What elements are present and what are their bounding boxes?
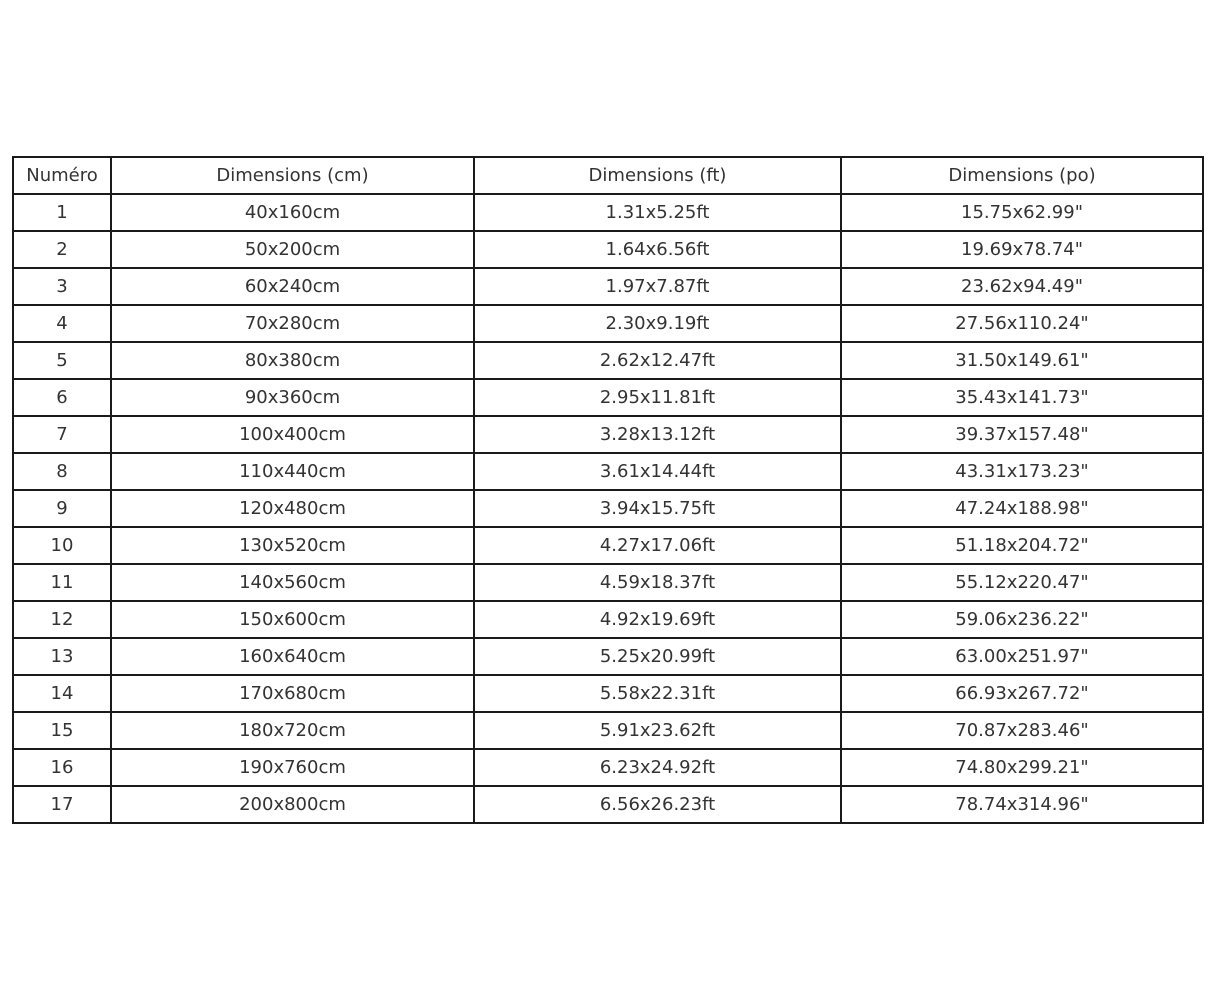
table-cell-numero: 4 bbox=[13, 305, 111, 342]
table-cell-cm: 190x760cm bbox=[111, 749, 474, 786]
table-cell-numero: 10 bbox=[13, 527, 111, 564]
table-row bbox=[13, 379, 1203, 416]
table-cell-po: 15.75x62.99" bbox=[841, 194, 1203, 231]
column-header-numero: Numéro bbox=[13, 157, 111, 194]
table-cell-numero: 15 bbox=[13, 712, 111, 749]
table-row bbox=[13, 453, 1203, 490]
table-cell-cm: 50x200cm bbox=[111, 231, 474, 268]
table-cell-cm: 80x380cm bbox=[111, 342, 474, 379]
table-cell-numero: 3 bbox=[13, 268, 111, 305]
table-row bbox=[13, 675, 1203, 712]
table-cell-ft: 3.94x15.75ft bbox=[474, 490, 841, 527]
dimensions-table bbox=[12, 156, 1204, 824]
table-row bbox=[13, 601, 1203, 638]
table-cell-ft: 2.62x12.47ft bbox=[474, 342, 841, 379]
table-cell-cm: 160x640cm bbox=[111, 638, 474, 675]
table-cell-po: 59.06x236.22" bbox=[841, 601, 1203, 638]
table-cell-ft: 3.61x14.44ft bbox=[474, 453, 841, 490]
table-cell-ft: 5.58x22.31ft bbox=[474, 675, 841, 712]
table-cell-cm: 170x680cm bbox=[111, 675, 474, 712]
table-cell-ft: 4.92x19.69ft bbox=[474, 601, 841, 638]
table-cell-po: 74.80x299.21" bbox=[841, 749, 1203, 786]
table-row bbox=[13, 786, 1203, 823]
table-cell-cm: 140x560cm bbox=[111, 564, 474, 601]
table-cell-numero: 16 bbox=[13, 749, 111, 786]
table-row bbox=[13, 749, 1203, 786]
table-cell-cm: 110x440cm bbox=[111, 453, 474, 490]
table-cell-cm: 90x360cm bbox=[111, 379, 474, 416]
table-row bbox=[13, 490, 1203, 527]
table-cell-po: 43.31x173.23" bbox=[841, 453, 1203, 490]
table-cell-ft: 5.25x20.99ft bbox=[474, 638, 841, 675]
table-cell-po: 39.37x157.48" bbox=[841, 416, 1203, 453]
table-cell-ft: 1.31x5.25ft bbox=[474, 194, 841, 231]
table-cell-cm: 150x600cm bbox=[111, 601, 474, 638]
table-cell-cm: 200x800cm bbox=[111, 786, 474, 823]
table-cell-ft: 1.97x7.87ft bbox=[474, 268, 841, 305]
table-cell-po: 35.43x141.73" bbox=[841, 379, 1203, 416]
table-row bbox=[13, 268, 1203, 305]
table-cell-po: 51.18x204.72" bbox=[841, 527, 1203, 564]
table-cell-cm: 70x280cm bbox=[111, 305, 474, 342]
table-cell-ft: 4.27x17.06ft bbox=[474, 527, 841, 564]
table-cell-ft: 6.56x26.23ft bbox=[474, 786, 841, 823]
table-cell-po: 55.12x220.47" bbox=[841, 564, 1203, 601]
table-cell-cm: 100x400cm bbox=[111, 416, 474, 453]
table-cell-numero: 7 bbox=[13, 416, 111, 453]
table-cell-numero: 5 bbox=[13, 342, 111, 379]
table-cell-cm: 180x720cm bbox=[111, 712, 474, 749]
table-cell-po: 27.56x110.24" bbox=[841, 305, 1203, 342]
table-cell-po: 47.24x188.98" bbox=[841, 490, 1203, 527]
table-cell-po: 23.62x94.49" bbox=[841, 268, 1203, 305]
table-cell-po: 78.74x314.96" bbox=[841, 786, 1203, 823]
table-cell-numero: 11 bbox=[13, 564, 111, 601]
table-cell-cm: 60x240cm bbox=[111, 268, 474, 305]
table-cell-numero: 13 bbox=[13, 638, 111, 675]
table-cell-ft: 5.91x23.62ft bbox=[474, 712, 841, 749]
table-cell-numero: 8 bbox=[13, 453, 111, 490]
table-cell-numero: 1 bbox=[13, 194, 111, 231]
table-cell-numero: 12 bbox=[13, 601, 111, 638]
table-cell-po: 70.87x283.46" bbox=[841, 712, 1203, 749]
table-row bbox=[13, 527, 1203, 564]
table-row bbox=[13, 342, 1203, 379]
table-cell-ft: 2.95x11.81ft bbox=[474, 379, 841, 416]
column-header-dimensions-ft: Dimensions (ft) bbox=[474, 157, 841, 194]
table-header-row bbox=[13, 157, 1203, 194]
table-row bbox=[13, 712, 1203, 749]
table-cell-po: 19.69x78.74" bbox=[841, 231, 1203, 268]
table-header bbox=[13, 157, 1203, 194]
table-cell-cm: 120x480cm bbox=[111, 490, 474, 527]
table-row bbox=[13, 564, 1203, 601]
table-cell-ft: 4.59x18.37ft bbox=[474, 564, 841, 601]
table-row bbox=[13, 231, 1203, 268]
column-header-dimensions-cm: Dimensions (cm) bbox=[111, 157, 474, 194]
table-cell-numero: 2 bbox=[13, 231, 111, 268]
table-row bbox=[13, 194, 1203, 231]
table-cell-numero: 17 bbox=[13, 786, 111, 823]
table-cell-ft: 1.64x6.56ft bbox=[474, 231, 841, 268]
table-cell-ft: 6.23x24.92ft bbox=[474, 749, 841, 786]
table-cell-numero: 9 bbox=[13, 490, 111, 527]
column-header-dimensions-po: Dimensions (po) bbox=[841, 157, 1203, 194]
table-body bbox=[13, 194, 1203, 823]
table-row bbox=[13, 305, 1203, 342]
table-row bbox=[13, 416, 1203, 453]
table-cell-numero: 6 bbox=[13, 379, 111, 416]
table-row bbox=[13, 638, 1203, 675]
table-cell-ft: 3.28x13.12ft bbox=[474, 416, 841, 453]
table-cell-numero: 14 bbox=[13, 675, 111, 712]
table-cell-cm: 40x160cm bbox=[111, 194, 474, 231]
table-cell-cm: 130x520cm bbox=[111, 527, 474, 564]
table-cell-po: 66.93x267.72" bbox=[841, 675, 1203, 712]
table-cell-ft: 2.30x9.19ft bbox=[474, 305, 841, 342]
table-cell-po: 63.00x251.97" bbox=[841, 638, 1203, 675]
table-cell-po: 31.50x149.61" bbox=[841, 342, 1203, 379]
